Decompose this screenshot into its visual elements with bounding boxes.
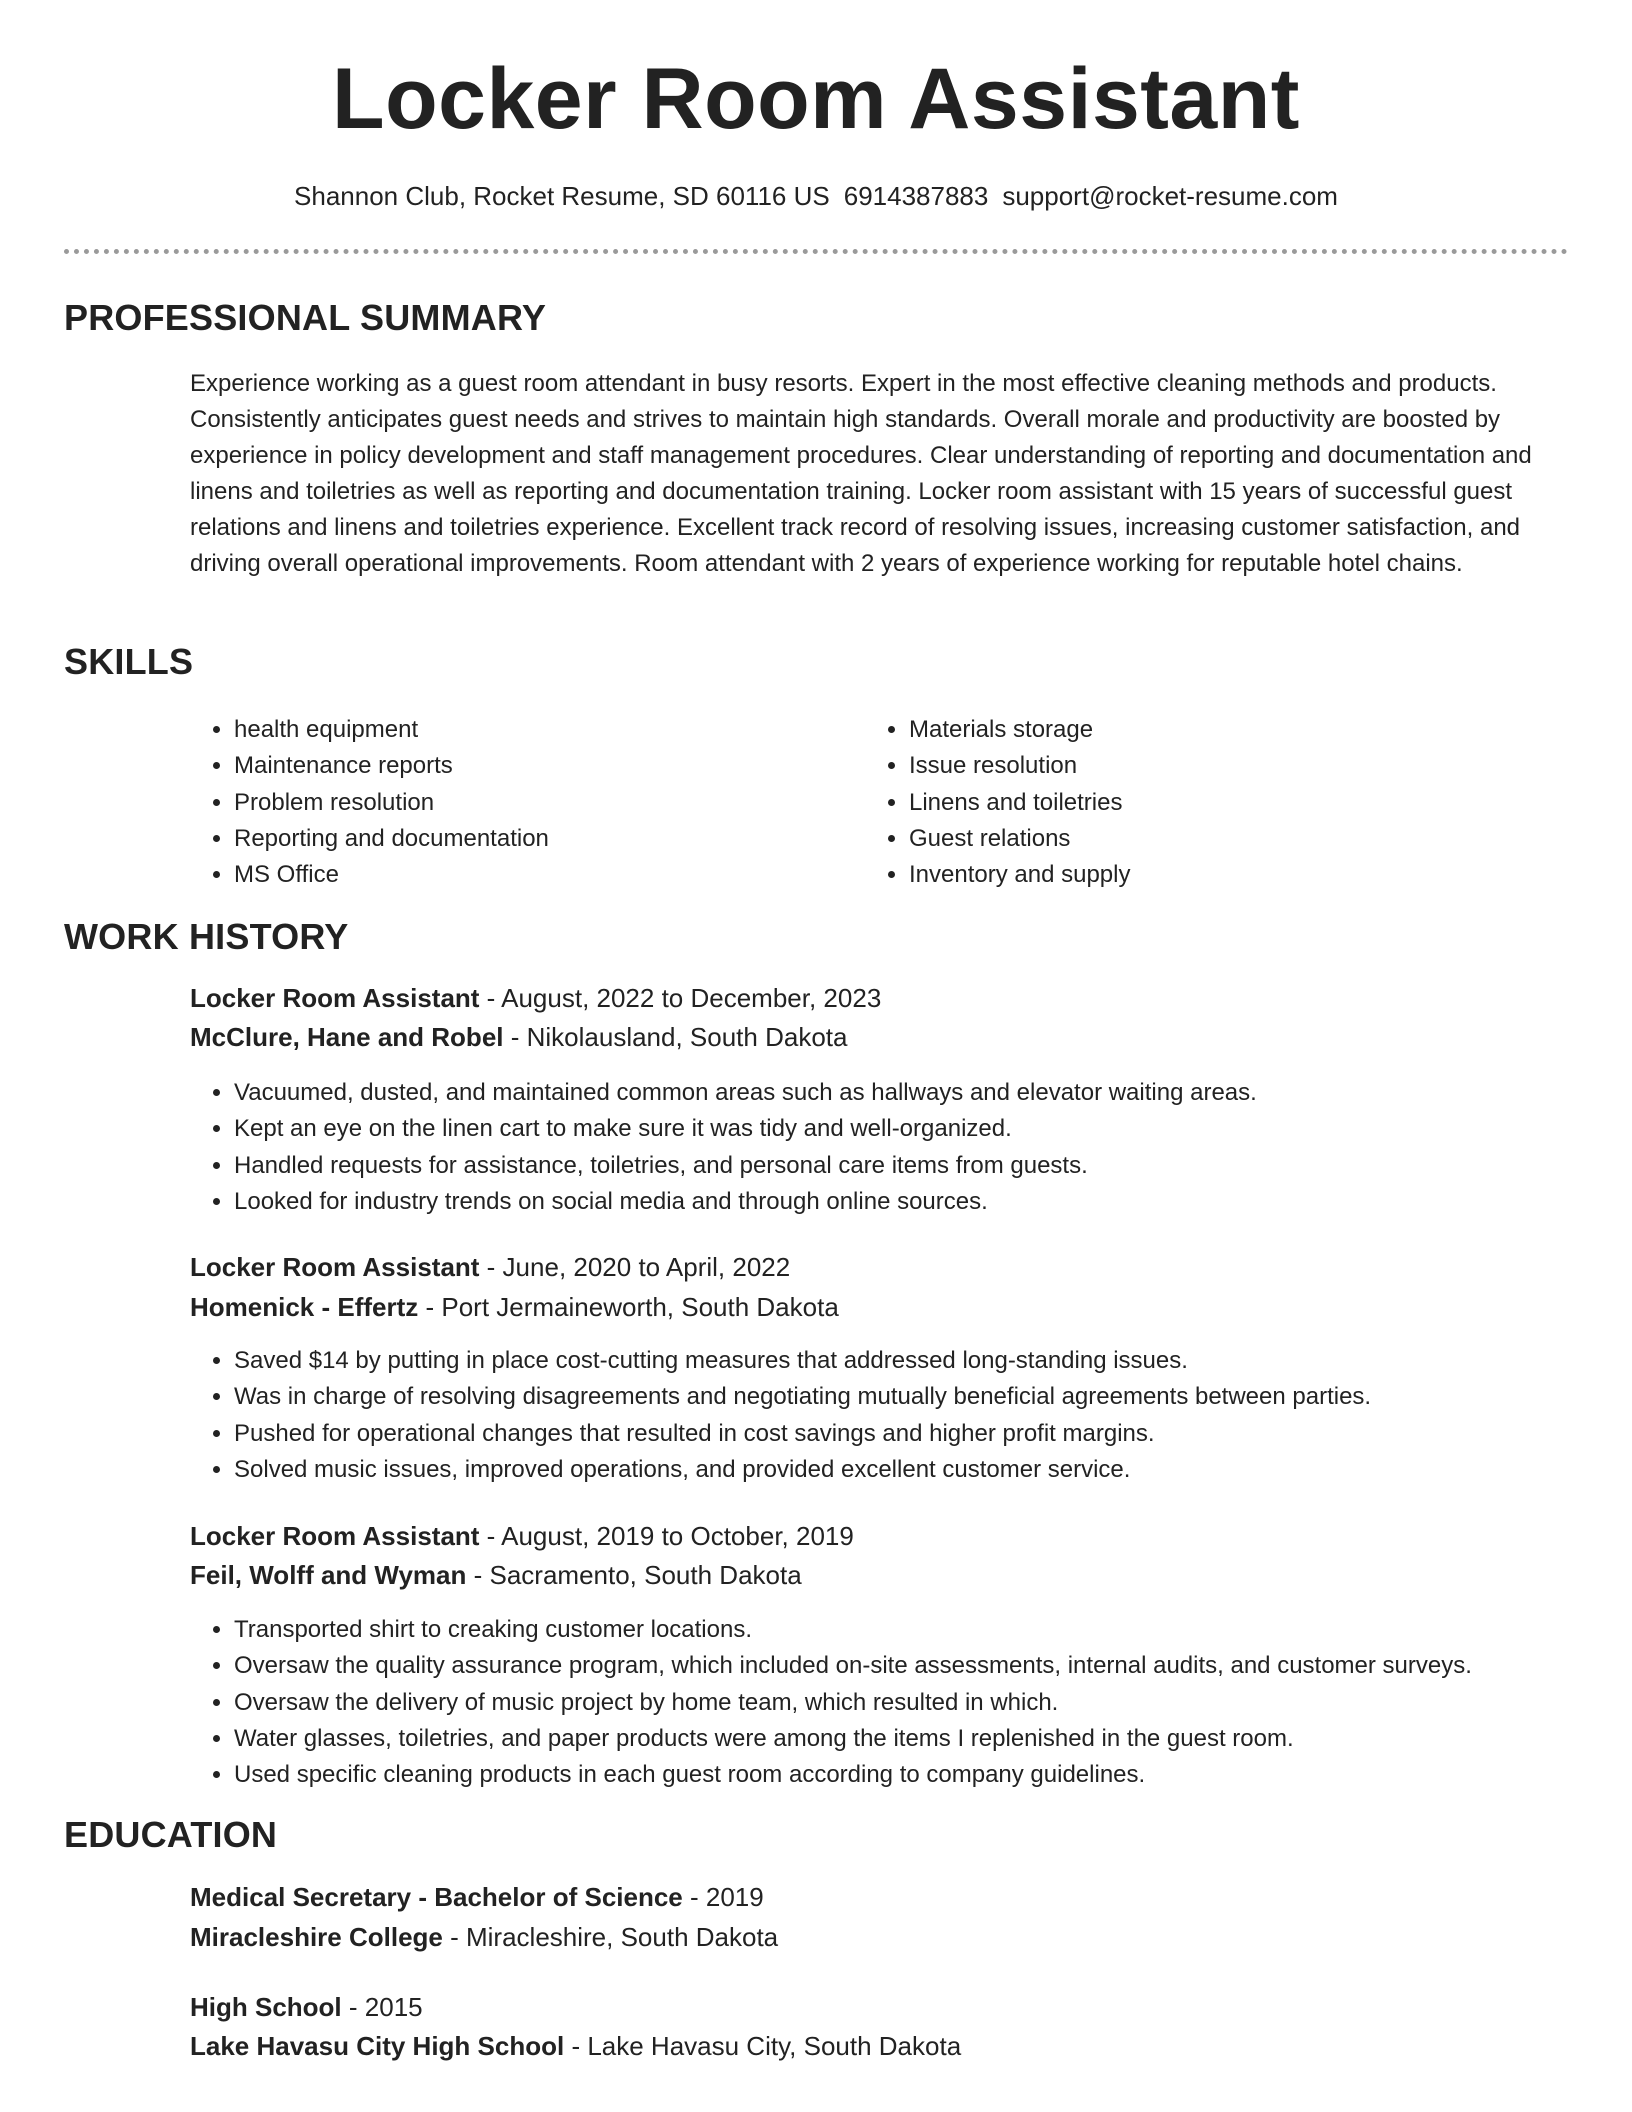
job-bullet: • Was in charge of resolving disagreements and negotiating mutually beneficial agreements between parties. bbox=[234, 1379, 1580, 1415]
education-degree-line bbox=[190, 1882, 764, 1913]
job-title: Locker Room Assistant bbox=[190, 1252, 480, 1282]
education-location: - Miracleshire, South Dakota bbox=[442, 1922, 779, 1952]
skill-item: • Materials storage bbox=[909, 712, 1465, 748]
education-degree: High School bbox=[190, 1992, 342, 2022]
job-bullet: • Transported shirt to creaking customer locations. bbox=[234, 1612, 1580, 1648]
skill-item: • Problem resolution bbox=[234, 785, 790, 821]
education-school: Lake Havasu City High School bbox=[190, 2031, 565, 2061]
section-title-summary: PROFESSIONAL SUMMARY bbox=[64, 297, 547, 338]
job-company: Homenick - Effertz bbox=[190, 1292, 419, 1322]
job-location: - Nikolausland, South Dakota bbox=[503, 1022, 848, 1052]
education-degree: Medical Secretary - Bachelor of Science bbox=[190, 1882, 683, 1912]
education-school-line bbox=[190, 2031, 961, 2062]
job-title: Locker Room Assistant bbox=[190, 983, 480, 1013]
summary-text: Experience working as a guest room attendant in busy resorts. Expert in the most effective cleaning methods and products. Consistently anticipates guest needs and strives to maintain high standards. Overall morale and productivity are boosted by experience in policy development and staff management procedures. Clear understanding of reporting and documentation and linens and toiletries as well as reporting and documentation training. Locker room assistant with 15 years of successful guest relations and linens and toiletries experience. Excellent track record of resolving issues, increasing customer satisfaction, and driving overall operational improvements. Room attendant with 2 years of experience working for reputable hotel chains. bbox=[190, 370, 1532, 577]
job-company-line bbox=[190, 1022, 847, 1053]
job-bullet: • Vacuumed, dusted, and maintained common areas such as hallways and elevator waiting areas. bbox=[234, 1075, 1580, 1111]
job-company-line bbox=[190, 1292, 839, 1323]
education-year: - 2019 bbox=[682, 1882, 764, 1912]
education-school-line bbox=[190, 1922, 778, 1953]
job-bullet: • Used specific cleaning products in each guest room according to company guidelines. bbox=[234, 1757, 1580, 1793]
section-title-education: EDUCATION bbox=[64, 1814, 278, 1855]
resume-name: Locker Room Assistant bbox=[332, 51, 1300, 147]
education-year: - 2015 bbox=[341, 1992, 423, 2022]
job-bullet: • Kept an eye on the linen cart to make sure it was tidy and well-organized. bbox=[234, 1111, 1580, 1147]
skill-item: • Inventory and supply bbox=[909, 857, 1465, 893]
job-title-line bbox=[190, 983, 881, 1014]
job-location: - Port Jermaineworth, South Dakota bbox=[418, 1292, 839, 1322]
education-location: - Lake Havasu City, South Dakota bbox=[564, 2031, 962, 2061]
job-location: - Sacramento, South Dakota bbox=[466, 1560, 802, 1590]
job-bullet-list bbox=[190, 1075, 1580, 1220]
job-bullet-list bbox=[190, 1612, 1580, 1793]
job-bullet: • Pushed for operational changes that resulted in cost savings and higher profit margins. bbox=[234, 1416, 1580, 1452]
job-dates: - August, 2022 to December, 2023 bbox=[479, 983, 882, 1013]
education-school: Miracleshire College bbox=[190, 1922, 443, 1952]
job-bullet-list bbox=[190, 1343, 1580, 1488]
job-bullet: • Looked for industry trends on social media and through online sources. bbox=[234, 1184, 1580, 1220]
job-bullet: • Saved $14 by putting in place cost-cutting measures that addressed long-standing issues. bbox=[234, 1343, 1580, 1379]
job-bullet: • Water glasses, toiletries, and paper products were among the items I replenished in the guest room. bbox=[234, 1721, 1580, 1757]
education-degree-line bbox=[190, 1992, 423, 2023]
contact-email: support@rocket-resume.com bbox=[1002, 181, 1338, 211]
contact-line bbox=[0, 181, 1632, 212]
job-company: Feil, Wolff and Wyman bbox=[190, 1560, 467, 1590]
skill-item: • Reporting and documentation bbox=[234, 821, 790, 857]
skill-item: • health equipment bbox=[234, 712, 790, 748]
job-company: McClure, Hane and Robel bbox=[190, 1022, 504, 1052]
job-dates: - August, 2019 to October, 2019 bbox=[479, 1521, 854, 1551]
job-title-line bbox=[190, 1252, 790, 1283]
contact-address: Shannon Club, Rocket Resume, SD 60116 US bbox=[294, 181, 830, 211]
section-title-skills: SKILLS bbox=[64, 641, 194, 682]
skill-item: • Issue resolution bbox=[909, 748, 1465, 784]
job-company-line bbox=[190, 1560, 802, 1591]
skill-item: • Guest relations bbox=[909, 821, 1465, 857]
skill-item: • Linens and toiletries bbox=[909, 785, 1465, 821]
skill-item: • MS Office bbox=[234, 857, 790, 893]
job-bullet: • Oversaw the delivery of music project by home team, which resulted in which. bbox=[234, 1685, 1580, 1721]
job-dates: - June, 2020 to April, 2022 bbox=[479, 1252, 791, 1282]
skill-item: • Maintenance reports bbox=[234, 748, 790, 784]
section-title-work: WORK HISTORY bbox=[64, 916, 349, 957]
job-bullet: • Oversaw the quality assurance program, which included on-site assessments, internal audits, and customer surveys. bbox=[234, 1648, 1580, 1684]
job-title: Locker Room Assistant bbox=[190, 1521, 480, 1551]
job-bullet: • Solved music issues, improved operations, and provided excellent customer service. bbox=[234, 1452, 1580, 1488]
job-bullet: • Handled requests for assistance, toiletries, and personal care items from guests. bbox=[234, 1148, 1580, 1184]
job-title-line bbox=[190, 1521, 854, 1552]
skills-right-column bbox=[865, 712, 1465, 893]
skills-left-column bbox=[190, 712, 790, 893]
header-divider bbox=[64, 249, 1568, 254]
contact-phone: 6914387883 bbox=[843, 181, 989, 211]
